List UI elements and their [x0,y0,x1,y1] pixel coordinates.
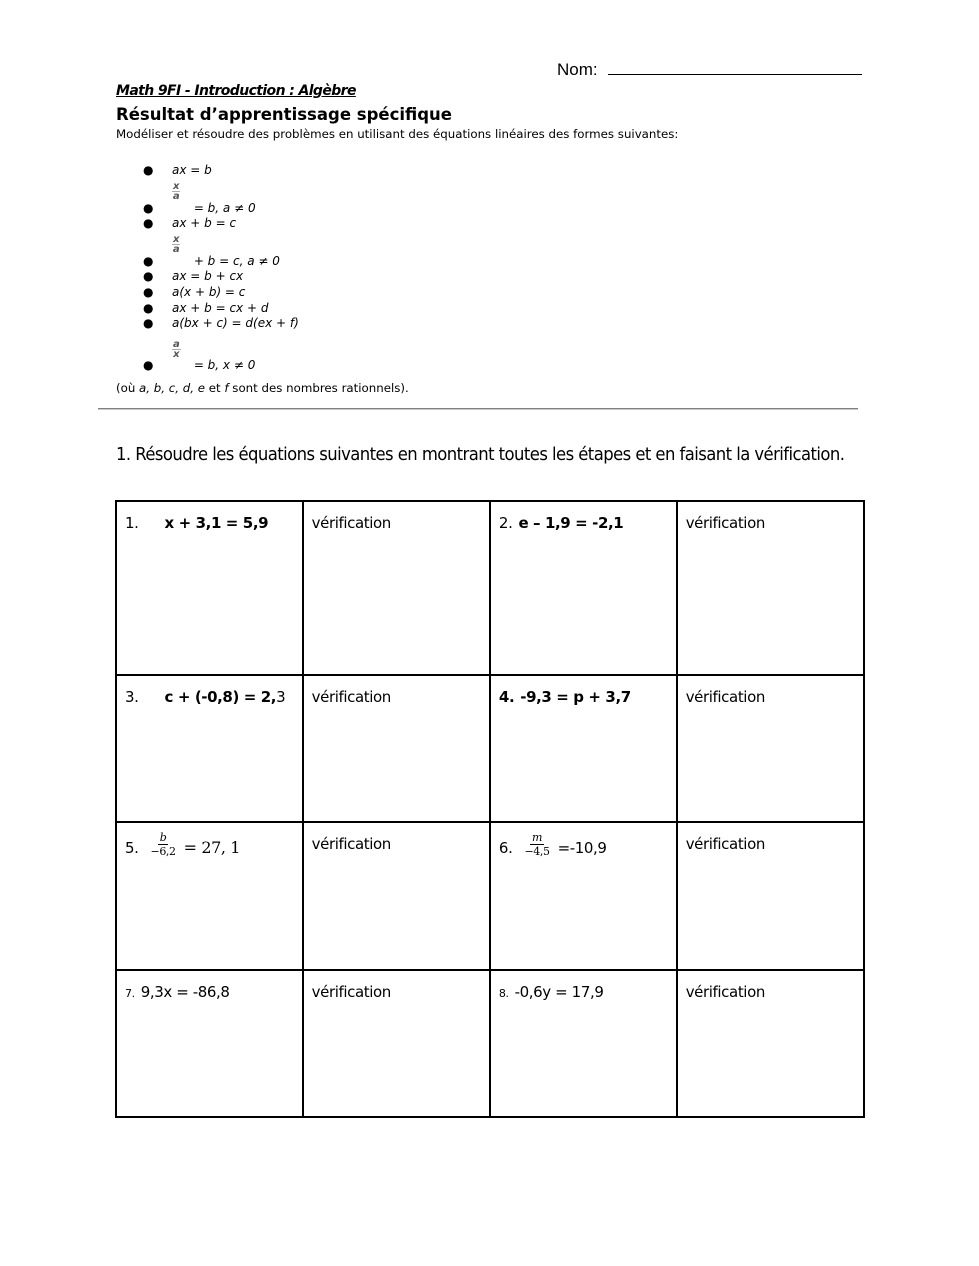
verification-cell[interactable]: vérification [303,822,490,970]
fraction: $\frac{m}{-4,5}$ [524,831,550,858]
name-blank-line[interactable] [608,58,862,75]
bullet-icon: ● [143,200,154,215]
table-row [116,501,864,675]
form-item: ● a(bx + c) = d(ex + f) [143,316,299,331]
equation: -9,3 = p + 3,7 [520,688,631,706]
equation: x + 3,1 = 5,9 [164,514,269,532]
name-label: Nom: [557,60,598,79]
verification-cell[interactable]: vérification [677,822,864,970]
bullet-icon: ● [143,300,154,315]
course-title: Math 9FI - Introduction : Algèbre [116,83,356,99]
bullet-icon: ● [143,163,154,177]
rational-numbers-note: (où a, b, c, d, e et f sont des nombres rationnels). [116,381,409,395]
equation: c + (-0,8) = 2, [164,688,277,706]
verification-cell[interactable]: vérification [677,970,864,1117]
problem-cell[interactable]: 5. $\frac{b}{-6,2}$ = 27, 1 [116,822,303,970]
problem-cell[interactable]: 1. x + 3,1 = 5,9 [116,501,303,675]
problem-cell[interactable]: 7. 9,3x = -86,8 [116,970,303,1117]
outcome-description: Modéliser et résoudre des problèmes en utilisant des équations linéaires des formes suivantes: [116,127,679,141]
equation: 9,3x = -86,8 [140,983,230,1001]
bullet-icon: ● [143,253,154,268]
form-item: ● $\frac{x}{a}$ = b, a ≠ 0 [143,180,256,215]
equation: e – 1,9 = -2,1 [518,514,624,532]
table-row [116,970,864,1117]
fraction: $\frac{b}{-6,2}$ [150,831,176,858]
fraction: $\frac{x}{a}$ [172,233,180,255]
outcome-heading: Résultat d’apprentissage spécifique [116,105,452,124]
exercise-table [115,500,865,1118]
verification-cell[interactable]: vérification [303,970,490,1117]
bullet-icon: ● [143,357,154,372]
fraction: $\frac{x}{a}$ [172,180,180,202]
problem-cell[interactable]: 6. $\frac{m}{-4,5}$ =-10,9 [490,822,677,970]
form-item: ● ax + b = cx + d [143,300,269,315]
form-item: ● a(x + b) = c [143,284,246,299]
problem-cell[interactable]: 3. c + (-0,8) = 2,3 [116,675,303,822]
horizontal-divider [98,408,858,410]
bullet-icon: ● [143,284,154,299]
bullet-icon: ● [143,269,154,284]
bullet-icon: ● [143,316,154,331]
bullet-icon: ● [143,216,154,231]
problem-cell[interactable]: 4. -9,3 = p + 3,7 [490,675,677,822]
table-row [116,822,864,970]
form-item: ● $\frac{x}{a}$ + b = c, a ≠ 0 [143,233,280,268]
form-item: ● ax + b = c [143,216,237,231]
verification-cell[interactable]: vérification [677,675,864,822]
form-item: ● ax = b [143,163,212,177]
table-row [116,675,864,822]
name-field [557,58,862,80]
equation-forms-list [143,163,299,373]
equation: -0,6y = 17,9 [514,983,604,1001]
problem-cell[interactable]: 2. e – 1,9 = -2,1 [490,501,677,675]
exercise-instruction: 1. Résoudre les équations suivantes en montrant toutes les étapes et en faisant la vérification. [116,445,845,465]
fraction: $\frac{a}{x}$ [173,338,180,360]
form-item: ● ax = b + cx [143,269,244,284]
verification-cell[interactable]: vérification [303,501,490,675]
verification-cell[interactable]: vérification [303,675,490,822]
problem-cell[interactable]: 8. -0,6y = 17,9 [490,970,677,1117]
verification-cell[interactable]: vérification [677,501,864,675]
form-item: ● $\frac{a}{x}$ = b, x ≠ 0 [143,338,256,372]
